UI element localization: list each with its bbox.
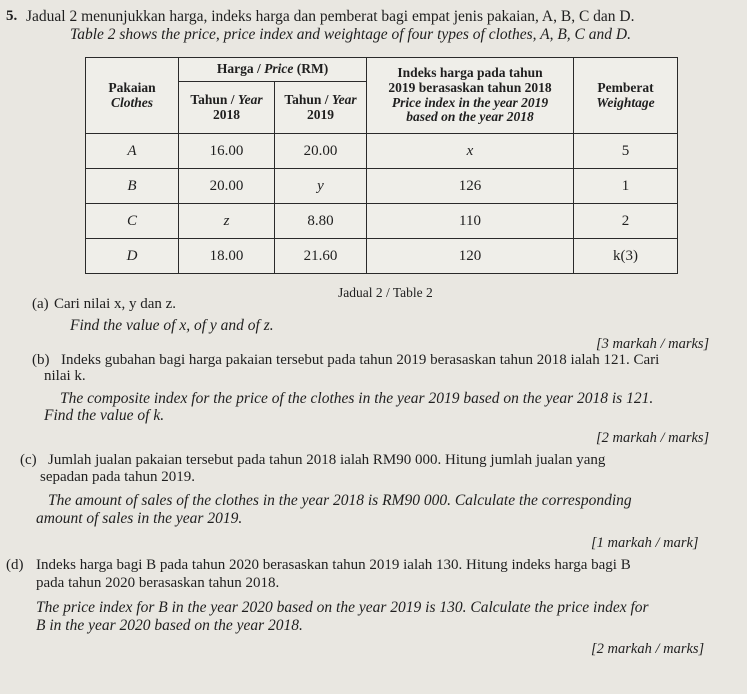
part-c-en-line2: amount of sales in the year 2019. — [36, 510, 243, 527]
part-c-bm-line2: sepadan pada tahun 2019. — [40, 469, 195, 485]
question-intro-en: Table 2 shows the price, price index and weightage of four types of clothes, A, B, C and D. — [70, 26, 631, 43]
part-c-bm-line1: Jumlah jualan pakaian tersebut pada tahun 2018 ialah RM90 000. Hitung jumlah jualan yang — [48, 452, 606, 468]
header-weightage: Pemberat Weightage — [574, 58, 678, 134]
part-b-marks: [2 markah / marks] — [596, 430, 710, 446]
table-row — [86, 204, 678, 239]
cell-clothes: C — [86, 204, 179, 239]
part-c-en-line1: The amount of sales of the clothes in the year 2018 is RM90 000. Calculate the corresponding — [48, 492, 632, 509]
cell-price-2018: z — [179, 204, 275, 239]
part-a-marks: [3 markah / marks] — [596, 336, 710, 352]
header-price: Harga / Price (RM) — [179, 58, 367, 82]
cell-weightage: 2 — [574, 204, 678, 239]
header-year-2018: Tahun / Year 2018 — [179, 82, 275, 134]
table-row — [86, 134, 678, 169]
cell-index: x — [367, 134, 574, 169]
part-d-marks: [2 markah / marks] — [591, 641, 705, 657]
part-a-en: Find the value of x, of y and of z. — [70, 317, 274, 334]
data-table — [85, 57, 678, 274]
cell-weightage: 1 — [574, 169, 678, 204]
table-row — [86, 169, 678, 204]
cell-price-2018: 20.00 — [179, 169, 275, 204]
cell-price-2018: 16.00 — [179, 134, 275, 169]
part-b-bm-line1: Indeks gubahan bagi harga pakaian tersebut pada tahun 2019 berasaskan tahun 2018 ialah 121. Cari — [61, 352, 660, 368]
cell-clothes: B — [86, 169, 179, 204]
cell-price-2019: 8.80 — [275, 204, 367, 239]
cell-index: 120 — [367, 239, 574, 274]
part-b-en-line1: The composite index for the price of the clothes in the year 2019 based on the year 2018 is 121. — [60, 390, 654, 407]
cell-weightage: 5 — [574, 134, 678, 169]
cell-index: 110 — [367, 204, 574, 239]
part-a-label: (a) — [32, 296, 49, 312]
cell-price-2019: 21.60 — [275, 239, 367, 274]
part-d-label: (d) — [6, 557, 24, 573]
part-d-bm-line1: Indeks harga bagi B pada tahun 2020 berasaskan tahun 2019 ialah 130. Hitung indeks harga bagi B — [36, 557, 631, 573]
cell-index: 126 — [367, 169, 574, 204]
part-d-en-line1: The price index for B in the year 2020 based on the year 2019 is 130. Calculate the price index for — [36, 599, 649, 616]
table-row — [86, 239, 678, 274]
cell-price-2019: 20.00 — [275, 134, 367, 169]
part-d-en-line2: B in the year 2020 based on the year 2018. — [36, 617, 303, 634]
header-price-index: Indeks harga pada tahun 2019 berasaskan tahun 2018 Price index in the year 2019 based on the year 2018 — [367, 58, 574, 134]
part-c-label: (c) — [20, 452, 37, 468]
question-number: 5. — [6, 8, 18, 24]
part-b-label: (b) — [32, 352, 50, 368]
part-d-bm-line2: pada tahun 2020 berasaskan tahun 2018. — [36, 575, 280, 591]
part-b-bm-line2: nilai k. — [44, 368, 86, 384]
table-caption: Jadual 2 / Table 2 — [338, 285, 433, 300]
part-b-en-line2: Find the value of k. — [44, 407, 165, 424]
header-year-2019: Tahun / Year 2019 — [275, 82, 367, 134]
part-a-bm: Cari nilai x, y dan z. — [54, 296, 177, 312]
part-c-marks: [1 markah / mark] — [591, 535, 699, 551]
cell-price-2019: y — [275, 169, 367, 204]
cell-price-2018: 18.00 — [179, 239, 275, 274]
cell-clothes: A — [86, 134, 179, 169]
cell-weightage: k(3) — [574, 239, 678, 274]
header-clothes: Pakaian Clothes — [86, 58, 179, 134]
cell-clothes: D — [86, 239, 179, 274]
question-intro-bm: Jadual 2 menunjukkan harga, indeks harga dan pemberat bagi empat jenis pakaian, A, B, C dan D. — [26, 8, 635, 25]
